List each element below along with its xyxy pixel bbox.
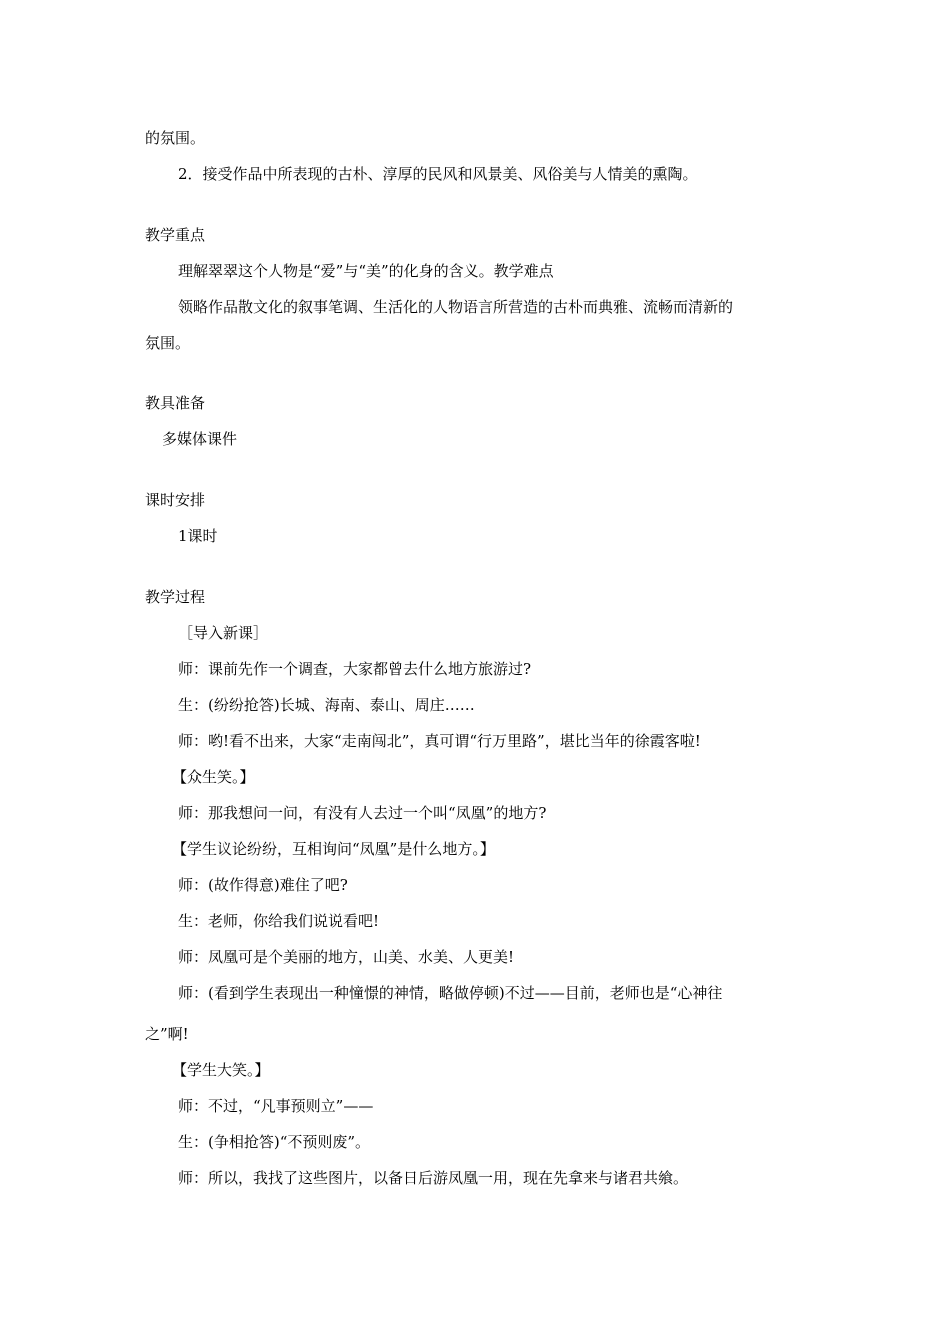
text-line: 的氛围。 — [145, 129, 206, 147]
stage-direction: 【学生大笑。】 — [172, 1061, 270, 1079]
text-line: 1课时 — [178, 527, 218, 545]
dialogue-line-continuation: 之”啊! — [145, 1025, 189, 1043]
dialogue-line: 生：(纷纷抢答)长城、海南、泰山、周庄…… — [178, 696, 475, 714]
objective-item-2: 2．接受作品中所表现的古朴、淳厚的民风和风景美、风俗美与人情美的熏陶。 — [178, 165, 698, 183]
dialogue-line: 师：课前先作一个调查，大家都曾去什么地方旅游过? — [178, 660, 532, 678]
section-heading-tools: 教具准备 — [145, 394, 206, 412]
dialogue-line: 师：(看到学生表现出一种憧憬的神情，略做停顿)不过——目前，老师也是“心神往 — [178, 984, 723, 1002]
text-line: 氛围。 — [145, 334, 191, 352]
stage-direction: 【学生议论纷纷，互相询问“凤凰”是什么地方。】 — [172, 840, 495, 858]
text-line: 领略作品散文化的叙事笔调、生活化的人物语言所营造的古朴而典雅、流畅而清新的 — [178, 298, 734, 316]
dialogue-line: 师：那我想问一问，有没有人去过一个叫“凤凰”的地方? — [178, 804, 547, 822]
dialogue-line: 师：所以，我找了这些图片，以备日后游凤凰一用，现在先拿来与诸君共飨。 — [178, 1169, 689, 1187]
dialogue-line: 师：不过，“凡事预则立”—— — [178, 1097, 374, 1115]
subsection-label: ［导入新课］ — [178, 624, 269, 642]
dialogue-line: 师：凤凰可是个美丽的地方，山美、水美、人更美! — [178, 948, 515, 966]
dialogue-line: 师：(故作得意)难住了吧? — [178, 876, 348, 894]
dialogue-line: 生：(争相抢答)“不预则废”。 — [178, 1133, 371, 1151]
dialogue-line: 师：哟!看不出来，大家“走南闯北”，真可谓“行万里路”，堪比当年的徐霞客啦! — [178, 732, 701, 750]
section-heading-schedule: 课时安排 — [145, 491, 206, 509]
section-heading-key-points: 教学重点 — [145, 226, 206, 244]
stage-direction: 【众生笑。】 — [172, 768, 255, 786]
dialogue-line: 生：老师，你给我们说说看吧! — [178, 912, 380, 930]
section-heading-process: 教学过程 — [145, 588, 206, 606]
text-line: 多媒体课件 — [162, 430, 238, 448]
text-line: 理解翠翠这个人物是“爱”与“美”的化身的含义。教学难点 — [178, 262, 554, 280]
